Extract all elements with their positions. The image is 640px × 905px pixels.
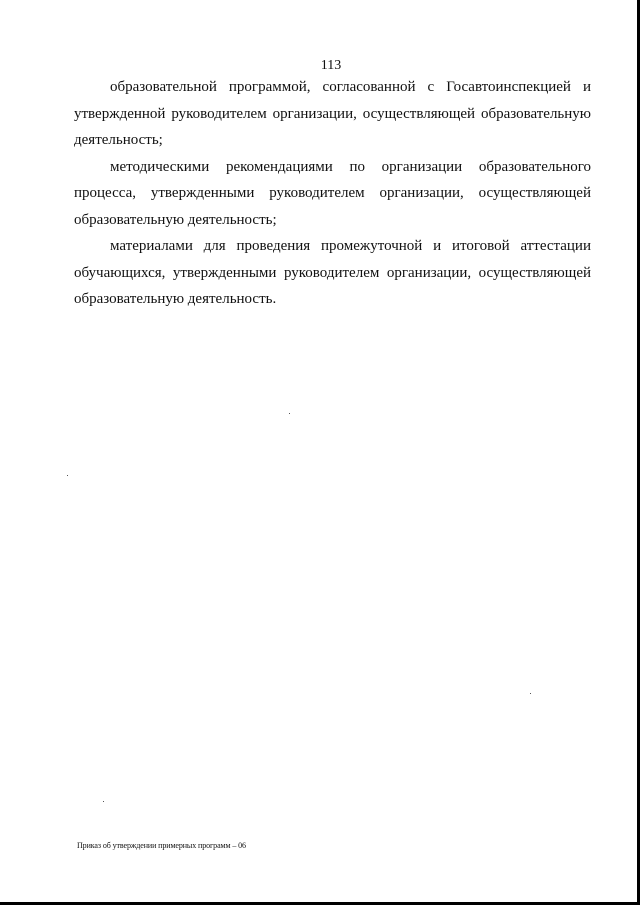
page-number: 113 (320, 58, 342, 73)
scan-speck (530, 693, 531, 694)
scan-speck (103, 801, 104, 802)
scan-speck (289, 413, 290, 414)
scan-speck (67, 475, 68, 476)
paragraph-educational-program: образовательной программой, согласованной с Госавтоинспекцией и утвержденной руководителем организации, осуществляющей образовательную деятельность; (74, 79, 591, 148)
paragraph-methodical-recommendations: методическими рекомендациями по организации образовательного процесса, утвержденными руководителем организации, осуществляющей образовательную деятельность; (74, 158, 591, 228)
body-text (74, 74, 591, 313)
footer-note: Приказ об утверждении примерных программ – 06 (77, 841, 246, 850)
paragraph-attestation-materials: материалами для проведения промежуточной и итоговой аттестации обучающихся, утвержденными руководителем организации, осуществляющей образовательную деятельность. (74, 238, 591, 307)
